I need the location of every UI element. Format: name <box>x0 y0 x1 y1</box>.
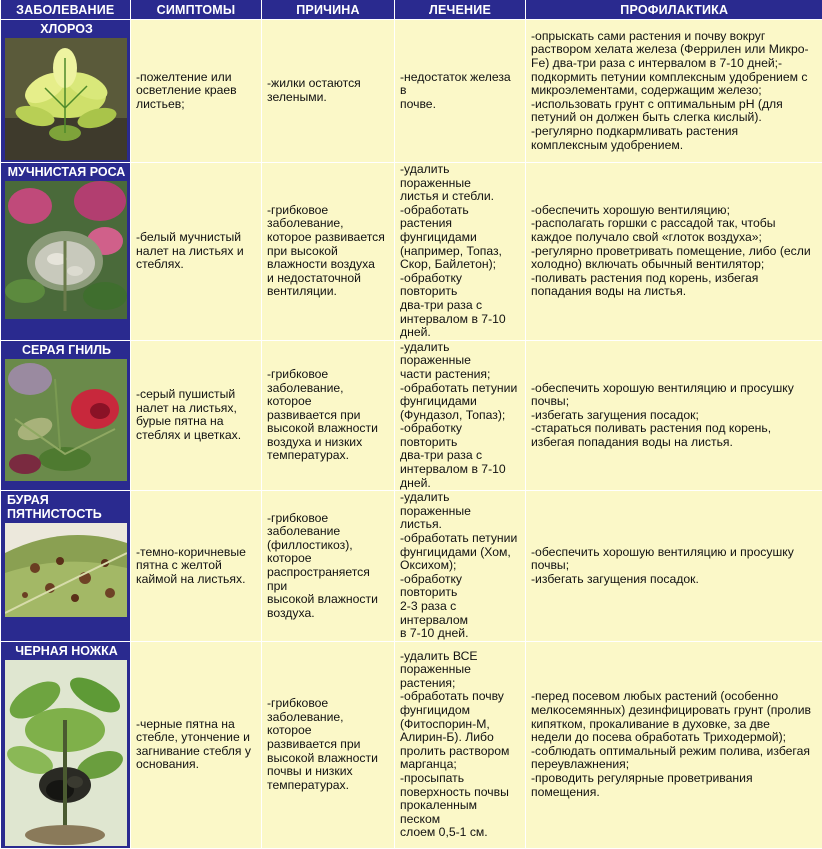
disease-name: ЧЕРНАЯ НОЖКА <box>1 642 130 660</box>
disease-name: БУРАЯ ПЯТНИСТОСТЬ <box>1 491 130 523</box>
treatment-cell: -удалить пораженные части растения; -обработать петунии фунгицидами (Фундазол, Топаз); -обработку повторить два-три раза с интервалом в 7-10 дней. <box>395 340 526 491</box>
cause-cell: -грибковое заболевание, которое развивается при высокой влажности почвы и низких температурах. <box>262 641 395 848</box>
symptoms-cell: -серый пушистый налет на листьях, бурые пятна на стеблях и цветках. <box>131 340 262 491</box>
header-row <box>1 0 822 20</box>
disease-cell <box>1 641 131 848</box>
prevention-cell: -обеспечить хорошую вентиляцию; -располагать горшки с рассадой так, чтобы каждое получало свой «глоток воздуха»; -регулярно проветривать помещение, либо (если холодно) включать обычный вентилятор; -поливать растения под корень, избегая попадания воды на листья. <box>526 163 822 341</box>
table-row <box>1 340 822 491</box>
symptoms-cell: -белый мучнистый налет на листьях и стеблях. <box>131 163 262 341</box>
treatment-cell: -недостаток железа в почве. <box>395 20 526 163</box>
prevention-cell: -перед посевом любых растений (особенно мелкосемянных) дезинфицировать грунт (пролив кипятком, прокаливание в духовке, за две недели до посева обработать Триходермой); -соблюдать оптимальный режим полива, избегая переувлажнения; -проводить регулярные проветривания помещения. <box>526 641 822 848</box>
black-leg-photo <box>5 660 128 846</box>
disease-cell <box>1 20 131 163</box>
treatment-cell: -удалить пораженные листья и стебли. -обработать растения фунгицидами (например, Топаз, Скор, Байлетон); -обработку повторить два-три раза с интервалом в 7-10 дней. <box>395 163 526 341</box>
cause-cell: -грибковое заболевание, которое развивается при высокой влажности воздуха и недостаточной вентиляции. <box>262 163 395 341</box>
treatment-cell: -удалить ВСЕ пораженные растения; -обработать почву фунгицидом (Фитоспорин-М, Алирин-Б). Либо пролить раствором марганца; -просыпать поверхность почвы прокаленным песком слоем 0,5-1 см. <box>395 641 526 848</box>
header-cause: ПРИЧИНА <box>262 0 395 20</box>
chlorosis-plant-photo <box>5 38 128 160</box>
symptoms-cell: -черные пятна на стебле, утончение и загнивание стебля у основания. <box>131 641 262 848</box>
symptoms-cell: -темно-коричневые пятна с желтой каймой на листьях. <box>131 491 262 642</box>
table-row <box>1 491 822 642</box>
disease-name: МУЧНИСТАЯ РОСА <box>1 163 130 181</box>
disease-cell <box>1 491 131 642</box>
prevention-cell: -обеспечить хорошую вентиляцию и просушку почвы; -избегать загущения посадок; -стараться поливать растения под корень, избегая попадания воды на листья. <box>526 340 822 491</box>
cause-cell: -жилки остаются зелеными. <box>262 20 395 163</box>
table-row <box>1 20 822 163</box>
brown-spot-photo <box>5 523 128 617</box>
powdery-mildew-photo <box>5 181 128 319</box>
cause-cell: -грибковое заболевание (филлостикоз), которое распространяется при высокой влажности воздуха. <box>262 491 395 642</box>
table-row <box>1 163 822 341</box>
prevention-cell: -обеспечить хорошую вентиляцию и просушку почвы; -избегать загущения посадок. <box>526 491 822 642</box>
cause-cell: -грибковое заболевание, которое развивается при высокой влажности воздуха и низких температурах. <box>262 340 395 491</box>
symptoms-cell: -пожелтение или осветление краев листьев; <box>131 20 262 163</box>
gray-rot-photo <box>5 359 128 481</box>
header-prevention: ПРОФИЛАКТИКА <box>526 0 822 20</box>
disease-cell <box>1 163 131 341</box>
header-disease: ЗАБОЛЕВАНИЕ <box>1 0 131 20</box>
header-treatment: ЛЕЧЕНИЕ <box>395 0 526 20</box>
prevention-cell: -опрыскать сами растения и почву вокруг раствором хелата железа (Феррилен или Микро- Fe) два-три раза с интервалом в 7-10 дней;- подкормить петунии комплексным удобрением с микроэлементами, содержащим железо; -использовать грунт с оптимальным pH (для петуний он должен быть слегка кислый). -регулярно подкармливать растения комплексным удобрением. <box>526 20 822 163</box>
table-row <box>1 641 822 848</box>
treatment-cell: -удалить пораженные листья. -обработать петунии фунгицидами (Хом, Оксихом); -обработку повторить 2-3 раза с интервалом в 7-10 дней. <box>395 491 526 642</box>
disease-name: ХЛОРОЗ <box>1 20 130 38</box>
disease-cell <box>1 340 131 491</box>
header-symptoms: СИМПТОМЫ <box>131 0 262 20</box>
disease-name: СЕРАЯ ГНИЛЬ <box>1 341 130 359</box>
